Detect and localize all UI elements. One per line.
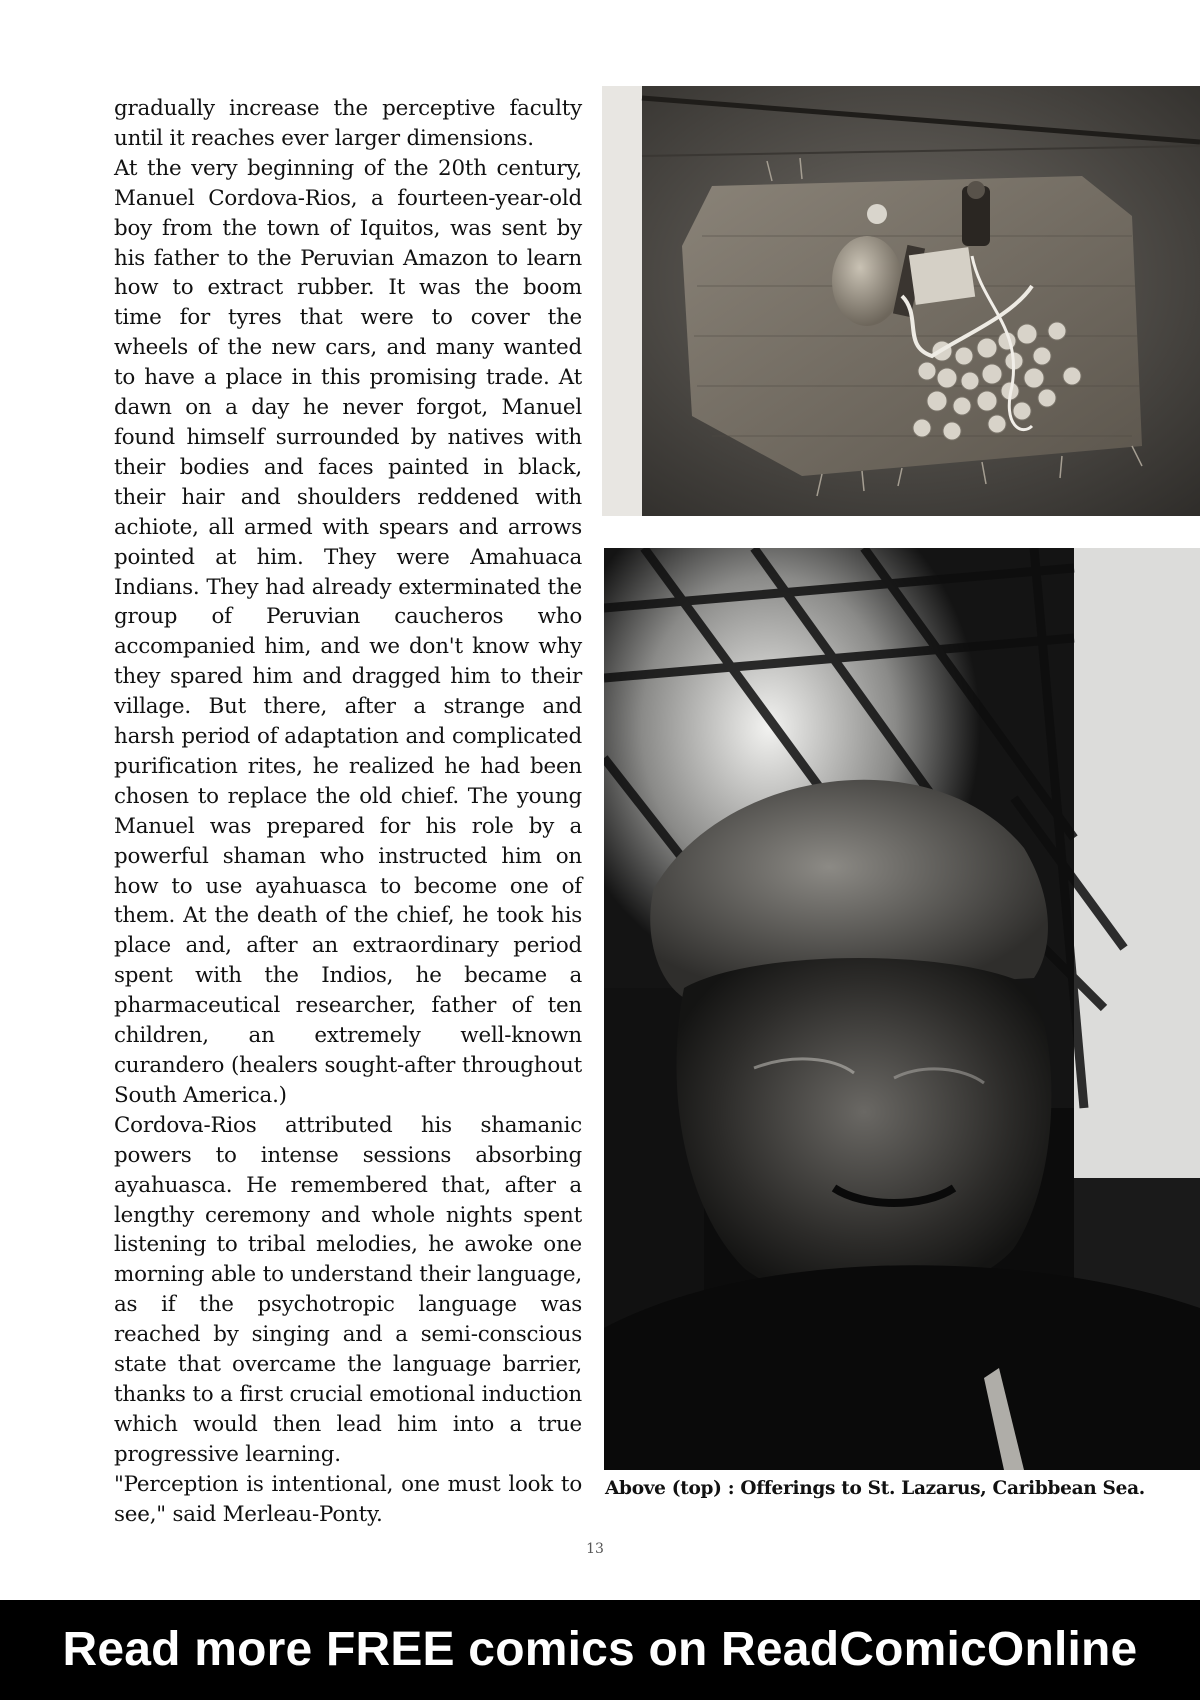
page-number: 13 [586,1541,604,1557]
portrait-photo-image [604,548,1200,1470]
photo-caption: Above (top) : Offerings to St. Lazarus, Caribbean Sea. [605,1478,1145,1499]
offerings-photo-image [602,86,1200,516]
article-text-column [114,94,582,1530]
portrait-photo [604,548,1200,1470]
banner-text: Read more FREE comics on ReadComicOnline [62,1623,1138,1676]
paragraph-1: gradually increase the perceptive faculty until it reaches ever larger dimensions. [114,96,582,151]
paragraph-4: "Perception is intentional, one must look to see," said Merleau-Ponty. [114,1471,582,1527]
offerings-photo [602,86,1200,516]
readcomiconline-banner[interactable] [0,1600,1200,1700]
paragraph-2: At the very beginning of the 20th century, Manuel Cordova-Rios, a fourteen-year-old boy from the town of Iquitos, was sent by his father to the Peruvian Amazon to learn how to extract rubber. It was the boom time for tyres that were to cover the wheels of the new cars, and many wanted to have a place in this promising trade. At dawn on a day he never forgot, Manuel found himself surrounded by natives with their bodies and faces painted in black, their hair and shoulders reddened with achiote, all armed with spears and arrows pointed at him. They were Amahuaca Indians. They had already exterminated the group of Peruvian caucheros who accompanied him, and we don't know why they spared him and dragged him to their village. But there, after a strange and harsh period of adaptation and complicated purification rites, he realized he had been chosen to replace the old chief. The young Manuel was prepared for his role by a powerful shaman who instructed him on how to use ayahuasca to become one of them. At the death of the chief, he took his place and, after an extraordinary period spent with the Indios, he became a pharmaceutical researcher, father of ten children, an extremely well-known curandero (healers sought-after throughout South America.) [114,155,582,1108]
paragraph-3: Cordova-Rios attributed his shamanic powers to intense sessions absorbing ayahuasca. He remembered that, after a lengthy ceremony and whole nights spent listening to tribal melodies, he awoke one morning able to understand their language, as if the psychotropic language was reached by singing and a semi-conscious state that overcame the language barrier, thanks to a first crucial emotional induction which would then lead him into a true progressive learning. [114,1112,582,1467]
